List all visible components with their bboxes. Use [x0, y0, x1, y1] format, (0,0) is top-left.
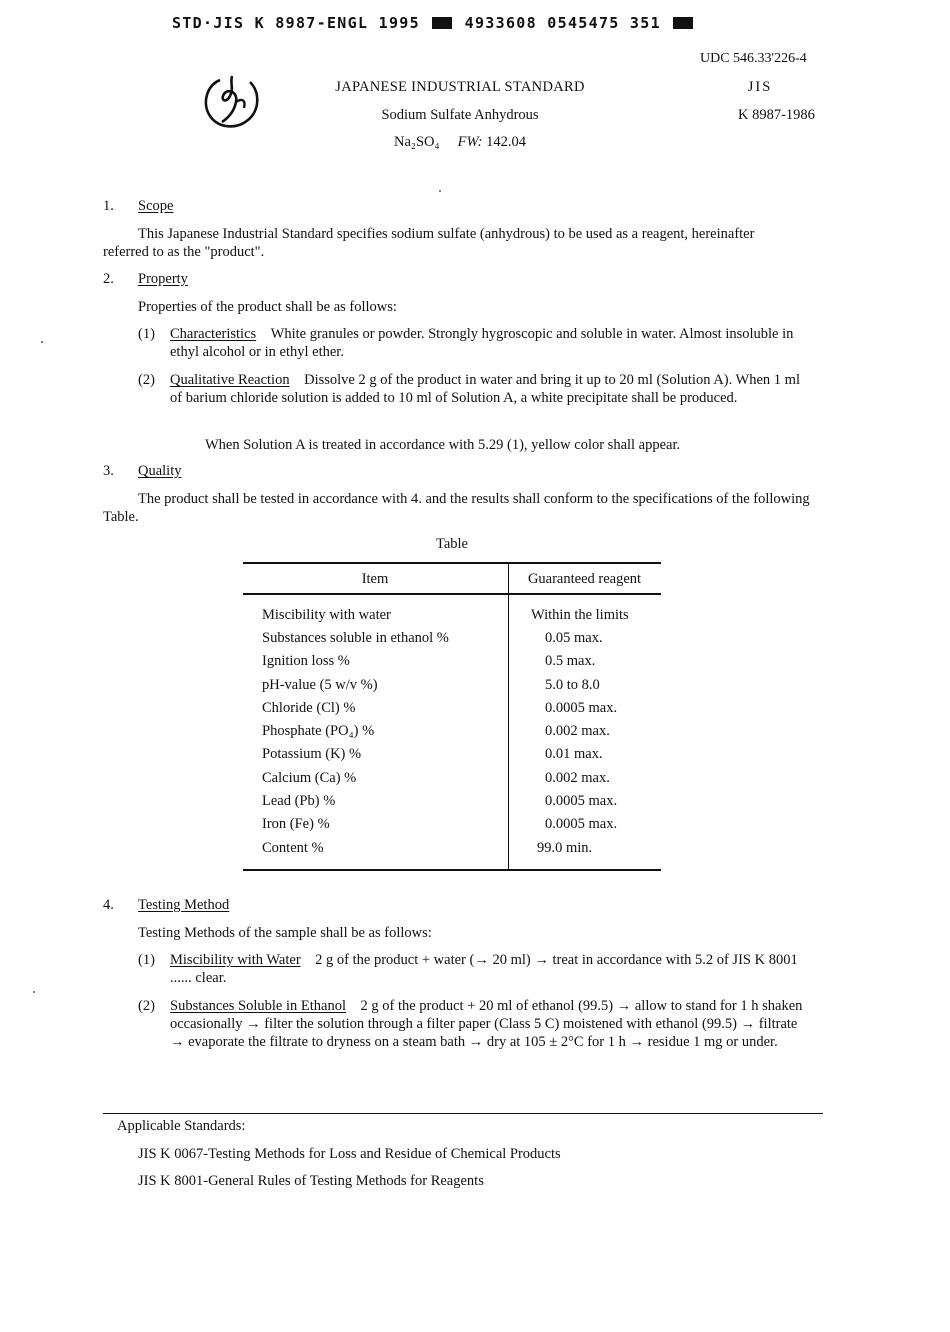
- ethanol-solubility-text: Substances Soluble in Ethanol 2 g of the product + 20 ml of ethanol (99.5) → allow to stand for 1 h shaken occasionally → filter the solution through a filter paper (Class 5 C) moistened with ethanol (99.5) → filtrate → evaporate the filtrate to dryness on a steam bath → dry at 105 ± 2°C for 1 h → residue 1 mg or under.: [170, 998, 803, 1050]
- item-number: (2): [138, 372, 155, 388]
- udc-number: UDC 546.33'226-4: [700, 51, 807, 66]
- table-cell-value: 0.002 max.: [509, 766, 662, 789]
- chemical-formula: [270, 133, 650, 151]
- qualitative-reaction-text: Qualitative Reaction Dissolve 2 g of the product in water and bring it up to 20 ml (Solution A). When 1 ml of barium chloride solution is added to 10 ml of Solution A, a white precipitate shall be produced.: [170, 372, 800, 406]
- section-title: Testing Method: [138, 897, 230, 913]
- standard-number: K 8987-1986: [738, 107, 815, 123]
- column-header-item: Item: [243, 563, 509, 594]
- column-header-grade: Guaranteed reagent: [509, 563, 662, 594]
- section-number: 3.: [103, 463, 114, 479]
- table-cell-item: Phosphate (PO₄) %: [262, 723, 375, 740]
- table-header-row: [243, 563, 661, 594]
- document-stamp: [172, 14, 695, 32]
- reference-standard: JIS K 0067-Testing Methods for Loss and Residue of Chemical Products: [138, 1146, 561, 1162]
- table-row: [243, 626, 661, 649]
- section-number: 2.: [103, 271, 114, 287]
- item-number: (1): [138, 326, 155, 342]
- table-row: [243, 673, 661, 696]
- miscibility-text: Miscibility with Water 2 g of the product + water (→ 20 ml) → treat in accordance with 5.2 of JIS K 8001 ...... clear.: [170, 952, 798, 986]
- section-number: 1.: [103, 198, 114, 214]
- table-row: [243, 650, 661, 673]
- table-cell-item: pH-value (5 w/v %): [262, 676, 378, 693]
- table-cell-value: 0.05 max.: [509, 626, 662, 649]
- table-row: [243, 766, 661, 789]
- table-cell-value: 0.0005 max.: [509, 696, 662, 719]
- document-subtitle: Sodium Sulfate Anhydrous: [381, 107, 539, 123]
- table-cell-item: Potassium (K) %: [262, 746, 362, 763]
- reference-standard: JIS K 8001-General Rules of Testing Methods for Reagents: [138, 1173, 484, 1189]
- scope-text: This Japanese Industrial Standard specifies sodium sulfate (anhydrous) to be used as a reagent, hereinafter referred to as the "product".: [103, 226, 755, 260]
- item-number: (1): [138, 952, 155, 968]
- footer-divider: [103, 1113, 823, 1114]
- fw-label: FW:: [457, 134, 483, 150]
- section-title: Property: [138, 271, 188, 287]
- table-row: [243, 813, 661, 836]
- table-cell-item: Chloride (Cl) %: [262, 699, 356, 716]
- table-row: [243, 719, 661, 742]
- section-title: Quality: [138, 463, 182, 479]
- table-caption: Table: [436, 536, 468, 552]
- quality-text: The product shall be tested in accordance with 4. and the results shall conform to the specifications of the following Table.: [103, 491, 810, 525]
- table-cell-item: Calcium (Ca) %: [262, 769, 357, 786]
- property-intro: Properties of the product shall be as follows:: [138, 299, 397, 315]
- table-row: [243, 696, 661, 719]
- table-cell-value: 0.01 max.: [509, 743, 662, 766]
- table-cell-value: Within the limits: [509, 594, 662, 626]
- table-cell-item: Content %: [243, 836, 509, 870]
- table-cell-item: Lead (Pb) %: [262, 793, 336, 810]
- formula: Na₂SO₄: [393, 134, 440, 150]
- section-title: Scope: [138, 198, 174, 214]
- applicable-standards-label: Applicable Standards:: [117, 1118, 246, 1134]
- jis-label: JIS: [747, 79, 773, 95]
- table-cell-item: Iron (Fe) %: [262, 816, 330, 833]
- item-number: (2): [138, 998, 155, 1014]
- table-row: [243, 789, 661, 812]
- section-number: 4.: [103, 897, 114, 913]
- fw-value: 142.04: [486, 134, 526, 150]
- qualitative-reaction-extra: When Solution A is treated in accordance with 5.29 (1), yellow color shall appear.: [205, 437, 681, 453]
- stamp-text: STD·JIS K 8987-ENGL 1995: [172, 14, 420, 32]
- specification-table: [243, 562, 661, 871]
- table-cell-value: 0.5 max.: [509, 650, 662, 673]
- table-cell-item: Substances soluble in ethanol %: [262, 629, 449, 646]
- characteristics-text: Characteristics White granules or powder. Strongly hygroscopic and soluble in water. Almost insoluble in ethyl alcohol or in ethyl ether.: [170, 326, 794, 360]
- table-row: [243, 743, 661, 766]
- table-row: [243, 594, 661, 626]
- document-title: JAPANESE INDUSTRIAL STANDARD: [335, 79, 585, 95]
- scan-speck: [33, 991, 35, 993]
- table-cell-value: 5.0 to 8.0: [509, 673, 662, 696]
- table-cell-value: 0.0005 max.: [509, 813, 662, 836]
- redaction-block: [432, 17, 452, 29]
- table-cell-value: 0.0005 max.: [509, 789, 662, 812]
- table-row: [243, 836, 661, 870]
- scan-speck: [439, 190, 441, 192]
- jis-mark-icon: [200, 70, 264, 134]
- table-cell-value: 0.002 max.: [509, 719, 662, 742]
- scan-speck: [41, 341, 43, 343]
- table-cell-item: Ignition loss %: [262, 653, 350, 670]
- stamp-code: 4933608 0545475 351: [464, 14, 661, 32]
- table-cell-value: 99.0 min.: [509, 836, 662, 870]
- testing-intro: Testing Methods of the sample shall be as follows:: [138, 925, 432, 941]
- table-cell-item: Miscibility with water: [262, 606, 391, 623]
- redaction-block: [673, 17, 693, 29]
